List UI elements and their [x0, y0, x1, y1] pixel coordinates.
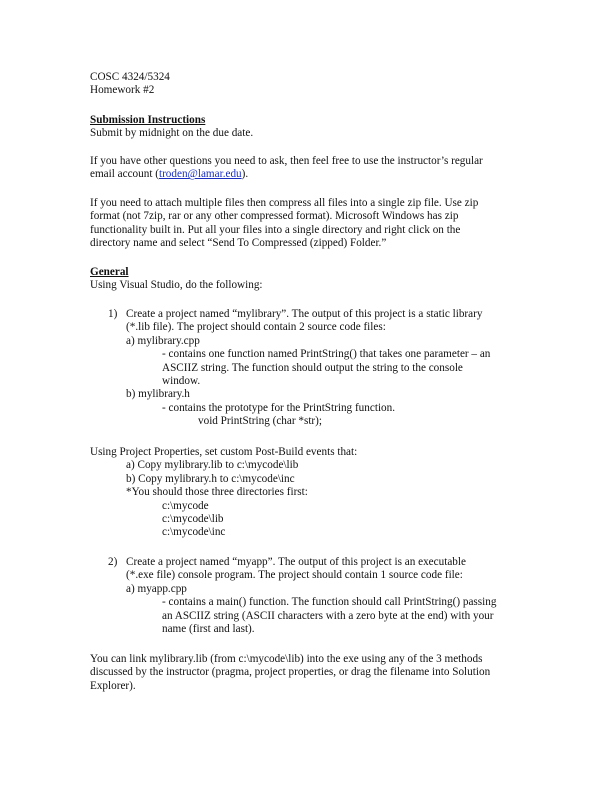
task-1-text: Create a project named “mylibrary”. The output of this project is a static library — [126, 308, 483, 320]
task-2-line: (*.exe file) console program. The project should contain 1 source code file: — [126, 569, 463, 582]
task-1-file-a-desc: ASCIIZ string. The function should output the string to the console — [162, 361, 463, 374]
task-1-line: (*.lib file). The project should contain 2 source code files: — [126, 321, 386, 334]
general-intro: Using Visual Studio, do the following: — [90, 279, 263, 292]
postbuild-step: b) Copy mylibrary.h to c:\mycode\inc — [126, 472, 295, 485]
attach-line: format (not 7zip, rar or any other compressed format). Microsoft Windows has zip — [90, 210, 459, 223]
attach-line: directory name and select “Send To Compressed (zipped) Folder.” — [90, 237, 387, 250]
task-item-1 — [108, 308, 548, 429]
task-1-number: 1) — [108, 308, 118, 320]
questions-line-1: If you have other questions you need to ask, then feel free to use the instructor’s regular — [90, 155, 483, 167]
postbuild-intro: Using Project Properties, set custom Post-Build events that: — [90, 446, 358, 458]
task-1-file-a-desc: window. — [162, 375, 201, 388]
prototype-code: void PrintString (char *str); — [198, 415, 322, 428]
task-2-file-a-desc: name (first and last). — [162, 623, 255, 636]
submission-deadline: Submit by midnight on the due date. — [90, 127, 254, 140]
task-item-2 — [108, 556, 548, 636]
submission-section — [90, 114, 530, 141]
general-section — [90, 266, 530, 293]
questions-line-2-post: ). — [241, 168, 249, 181]
task-2-number: 2) — [108, 556, 118, 568]
postbuild-section — [90, 446, 530, 540]
task-2-file-a-desc: an ASCIIZ string (ASCII characters with a zero byte at the end) with your — [162, 609, 494, 622]
directory-path: c:\mycode\inc — [162, 526, 226, 539]
questions-line-2 — [90, 168, 530, 181]
closing-line: Explorer). — [90, 679, 136, 692]
directory-path: c:\mycode — [162, 499, 209, 512]
postbuild-step: a) Copy mylibrary.lib to c:\mycode\lib — [126, 459, 299, 472]
directory-path: c:\mycode\lib — [162, 513, 224, 526]
task-1-line — [108, 308, 548, 321]
task-2-line — [108, 556, 548, 569]
task-1-file-b: b) mylibrary.h — [126, 388, 190, 401]
instructor-email-link[interactable]: troden@lamar.edu — [158, 168, 242, 181]
attach-line: If you need to attach multiple files then compress all files into a single zip file. Use zip — [90, 197, 479, 209]
task-1-file-a: a) mylibrary.cpp — [126, 334, 200, 347]
task-2-file-a: a) myapp.cpp — [126, 582, 187, 595]
questions-line-2-pre: email account ( — [90, 168, 159, 181]
closing-line: You can link mylibrary.lib (from c:\mycode\lib) into the exe using any of the 3 methods — [90, 653, 483, 665]
questions-paragraph — [90, 155, 530, 182]
submission-heading: Submission Instructions — [90, 114, 206, 126]
homework-title: Homework #2 — [90, 84, 155, 97]
task-2-file-a-desc: - contains a main() function. The function should call PrintString() passing — [162, 596, 497, 609]
closing-line: discussed by the instructor (pragma, project properties, or drag the filename into Solution — [90, 666, 491, 679]
task-1-file-a-desc: - contains one function named PrintString() that takes one parameter – an — [162, 348, 491, 361]
closing-paragraph — [90, 653, 530, 693]
task-1-file-b-desc: - contains the prototype for the PrintString function. — [162, 401, 396, 414]
course-code: COSC 4324/5324 — [90, 71, 170, 83]
attach-paragraph — [90, 197, 530, 251]
attach-line: functionality built in. Put all your files into a single directory and right click on the — [90, 223, 461, 236]
postbuild-step: *You should those three directories first: — [126, 486, 308, 499]
header — [90, 71, 530, 98]
general-heading: General — [90, 266, 129, 278]
task-2-text: Create a project named “myapp”. The output of this project is an executable — [126, 556, 466, 568]
